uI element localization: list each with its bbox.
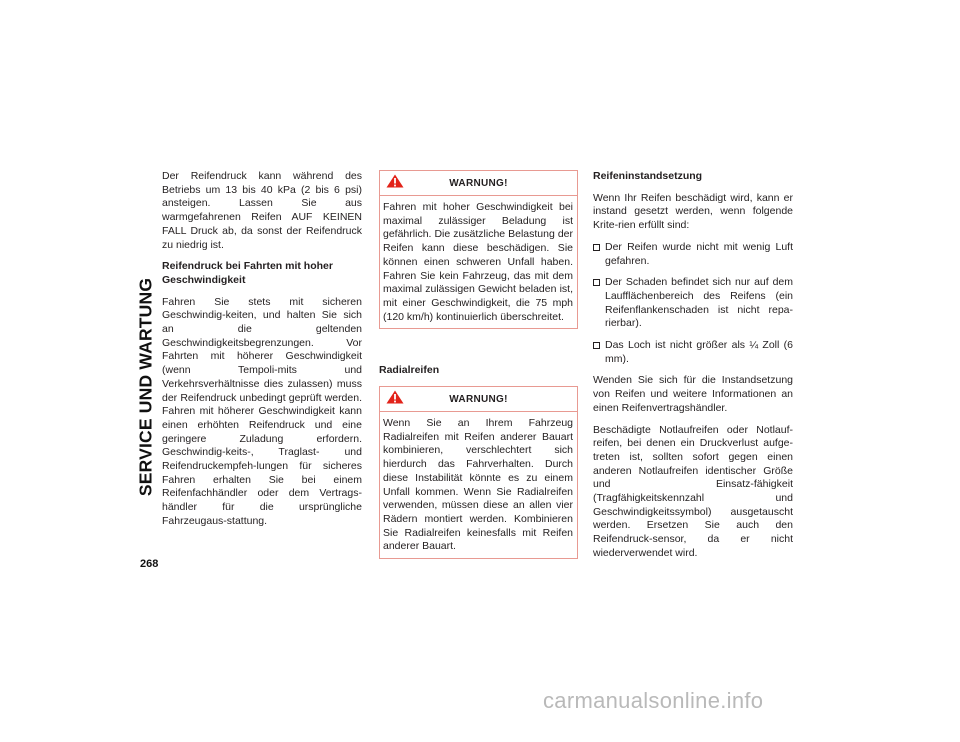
heading-high-speed-pressure: Reifendruck bei Fahrten mit hoher Geschwindigkeit [162,260,333,286]
section-side-tab [132,170,160,605]
page-number: 268 [140,558,159,570]
paragraph-repair-dealer: Wenden Sie sich für die Instandsetzung von Reifen und weitere Informationen an einen Reifenvertragshändler. [593,374,793,414]
paragraph-pressure-rise: Der Reifendruck kann während des Betriebs um 13 bis 40 kPa (2 bis 6 psi) ansteigen. Lassen Sie aus warmgefahrenen Reifen AUF KEINEN FALL Druck ab, da sonst der Reifendruck zu niedrig ist. [162,170,362,251]
column-middle [379,170,578,559]
paragraph-run-flat: Beschädigte Notlaufreifen oder Notlauf-reifen, bei denen ein Druckverlust aufge-treten ist, sollten sofort gegen einen anderen Notlaufreifen identischer Größe und Einsatz-fähigkeit (Tragfähigkeitskennzahl und Geschwindigkeitssymbol) ausgetauscht werden. Ersetzen Sie auch den Reifendruck-sensor, da er nicht wiederverwendet wird. [593,423,793,559]
heading-radial-tires: Radialreifen [379,364,440,377]
column-left [162,170,362,537]
warning-box-high-speed [379,170,578,329]
column-right [593,170,793,569]
warning-header [380,171,577,196]
warning-box-radial [379,386,578,559]
checkbox-bullet-icon [593,342,600,349]
heading-tire-repair: Reifeninstandsetzung [593,170,703,182]
section-title: SERVICE UND WARTUNG [135,277,156,497]
warning-body: Fahren mit hoher Geschwindigkeit bei maximal zulässiger Beladung ist gefährlich. Die zusätzliche Belastung der Reifen kann diese beschädigen. Sie können einen schweren Unfall haben. Fahren Sie kein Fahrzeug, das mit dem maximal zulässigen Gewicht beladen ist, mit einer Geschwindigkeit, die 75 mph (120 km/h) kontinuierlich überschreitet. [383,201,573,323]
warning-title: WARNUNG! [449,394,508,406]
watermark: carmanualsonline.info [543,688,764,713]
warning-title: WARNUNG! [449,178,508,189]
list-item: Der Reifen wurde nicht mit wenig Luft gefahren. [593,241,793,268]
paragraph-repair-intro: Wenn Ihr Reifen beschädigt wird, kann er instand gesetzt werden, wenn folgende Krite-rien erfüllt sind: [593,191,793,232]
checkbox-bullet-icon [593,244,600,251]
paragraph-high-speed: Fahren Sie stets mit sicheren Geschwindig-keiten, und halten Sie sich an die geltenden Geschwindigkeitsbegrenzungen. Vor Fahrten mit höherer Geschwindigkeit (wenn Tempoli-mits und Verkehrsverhältnisse dies zulassen) muss der Reifendruck unbedingt geprüft werden. Fahren mit höherer Geschwindigkeit kann einen erhöhten Reifendruck und eine geringere Zuladung erfordern. Geschwindig-keits-, Traglast- und Reifendruckempfeh-lungen für sicheres Fahren erhalten Sie bei einem Reifenfachhändler oder dem Vertrags-händler für die ursprüngliche Fahrzeugaus-stattung. [162,295,362,527]
list-item: Das Loch ist nicht größer als ¼ Zoll (6 mm). [593,339,793,366]
checkbox-bullet-icon [593,279,600,286]
warning-header [380,387,577,412]
list-item: Der Schaden befindet sich nur auf dem Laufflächenbereich des Reifens (ein Reifenflankenschaden ist nicht repa-rierbar). [593,276,793,331]
repair-criteria-list [593,241,793,367]
warning-body: Wenn Sie an Ihrem Fahrzeug Radialreifen mit Reifen anderer Bauart kombinieren, verschlechtert sich hierdurch das Fahrverhalten. Durch diese Instabilität könnte es zu einem Unfall kommen. Wenn Sie Radialreifen verwenden, müssen diese an allen vier Rädern montiert werden. Kombinieren Sie Radialreifen keinesfalls mit Reifen anderer Bauart. [383,417,573,553]
